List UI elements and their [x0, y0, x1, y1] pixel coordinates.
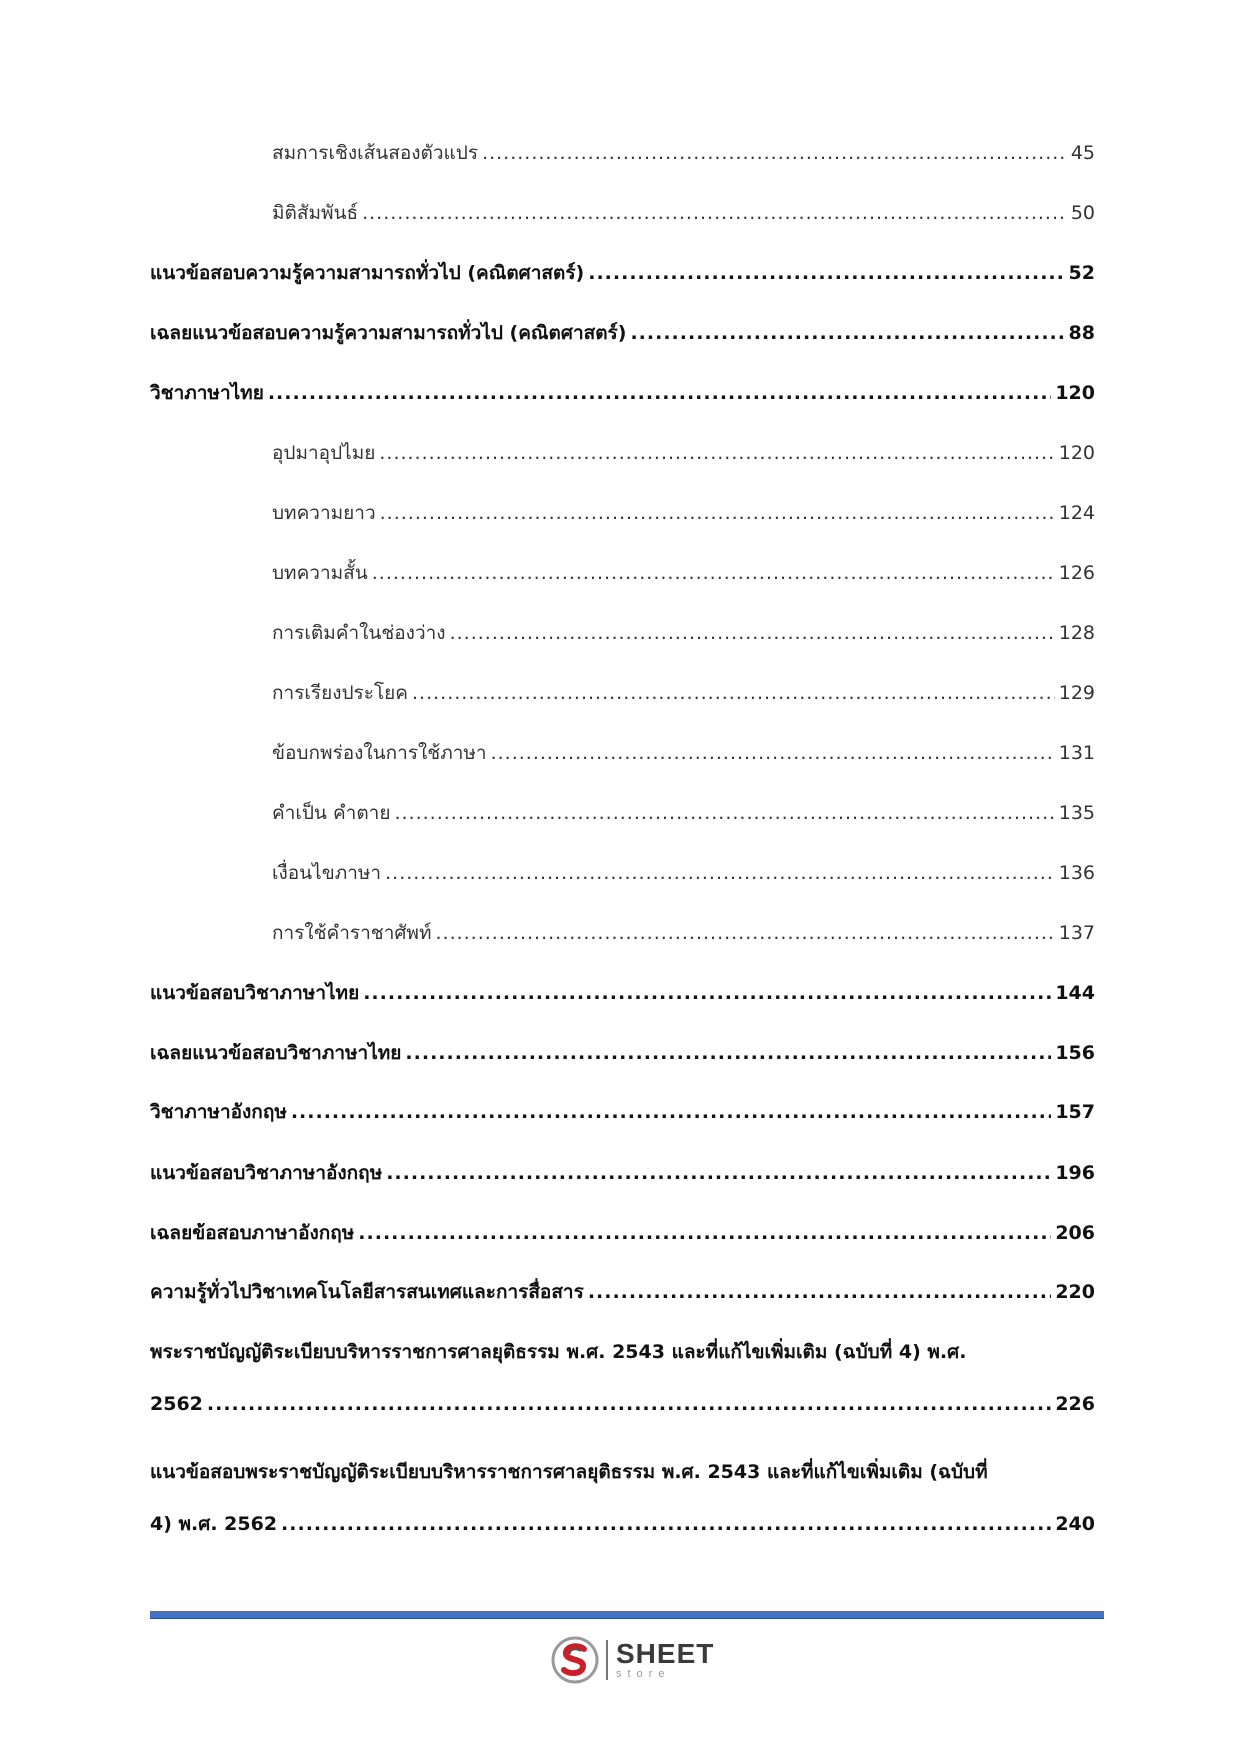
toc-leader-dots: [588, 258, 1064, 288]
footer-rule: [150, 1611, 1104, 1619]
toc-leader-dots: [362, 198, 1067, 228]
toc-entry-page: 120: [1055, 382, 1095, 404]
toc-entry-page: 136: [1058, 862, 1095, 884]
toc-entry-page: 156: [1055, 1042, 1095, 1064]
toc-entry[interactable]: [272, 798, 1095, 828]
toc-entry-title: เฉลยข้อสอบภาษาอังกฤษ: [150, 1222, 355, 1244]
toc-leader-dots: [491, 738, 1055, 768]
toc-entry-page: 52: [1068, 262, 1095, 284]
toc-entry[interactable]: [150, 1097, 1095, 1127]
toc-entry-page: 240: [1055, 1513, 1095, 1535]
toc-entry-page: 226: [1055, 1393, 1095, 1415]
sheet-store-logo: [550, 1632, 730, 1688]
toc-entry-page: 135: [1058, 802, 1095, 824]
toc-entry-page: 196: [1055, 1162, 1095, 1184]
toc-entry-title: แนวข้อสอบความรู้ความสามารถทั่วไป (คณิตศาสตร์): [150, 262, 585, 284]
toc-entry[interactable]: [150, 1218, 1095, 1248]
toc-leader-dots: [630, 318, 1064, 348]
toc-entry-page: 120: [1058, 442, 1095, 464]
toc-entry-title: การเรียงประโยค: [272, 682, 409, 704]
toc-entry-title: แนวข้อสอบวิชาภาษาอังกฤษ: [150, 1162, 383, 1184]
toc-entry-title: บทความยาว: [272, 502, 376, 524]
toc-leader-dots: [405, 1038, 1051, 1068]
toc-entry-title: การใช้คำราชาศัพท์: [272, 922, 432, 944]
toc-entry-title: วิชาภาษาอังกฤษ: [150, 1101, 287, 1123]
toc-entry-title: คำเป็น คำตาย: [272, 802, 391, 824]
toc-entry-page: 144: [1055, 982, 1095, 1004]
toc-entry[interactable]: [272, 918, 1095, 948]
toc-entry[interactable]: [150, 1337, 1095, 1419]
toc-leader-dots: [435, 918, 1054, 948]
toc-entry-page: 220: [1055, 1281, 1095, 1303]
toc-entry-title: ข้อบกพร่องในการใช้ภาษา: [272, 742, 487, 764]
toc-entry-title: เฉลยแนวข้อสอบวิชาภาษาไทย: [150, 1042, 402, 1064]
toc-leader-dots: [385, 858, 1055, 888]
toc-entry-title: แนวข้อสอบพระราชบัญญัติระเบียบบริหารราชการศาลยุติธรรม พ.ศ. 2543 และที่แก้ไขเพิ่มเติม (ฉบับที่: [150, 1461, 988, 1483]
toc-leader-dots: [380, 498, 1055, 528]
toc-entry[interactable]: [272, 738, 1095, 768]
toc-entry-title: สมการเชิงเส้นสองตัวแปร: [272, 142, 479, 164]
toc-leader-dots: [450, 618, 1055, 648]
toc-entry-title: เฉลยแนวข้อสอบความรู้ความสามารถทั่วไป (คณิตศาสตร์): [150, 322, 627, 344]
toc-leader-dots: [379, 438, 1054, 468]
logo-text: [616, 1640, 714, 1680]
toc-entry-title: วิชาภาษาไทย: [150, 382, 264, 404]
toc-entry-title-cont: 4) พ.ศ. 2562: [150, 1513, 278, 1535]
toc-entry-title: การเติมคำในช่องว่าง: [272, 622, 446, 644]
toc-entry-title: มิติสัมพันธ์: [272, 202, 359, 224]
s-logo-icon: [550, 1635, 600, 1685]
toc-entry-title: แนวข้อสอบวิชาภาษาไทย: [150, 982, 360, 1004]
toc-entry-title: ความรู้ทั่วไปวิชาเทคโนโลยีสารสนเทศและการสื่อสาร: [150, 1281, 584, 1303]
toc-entry-page: 50: [1070, 202, 1095, 224]
toc-entry[interactable]: [150, 318, 1095, 348]
toc-entry-page: 131: [1058, 742, 1095, 764]
toc-entry[interactable]: [150, 1277, 1095, 1307]
toc-leader-dots: [268, 378, 1051, 408]
toc-entry-page: 128: [1058, 622, 1095, 644]
toc-leader-dots: [358, 1218, 1051, 1248]
toc-leader-dots: [412, 678, 1055, 708]
toc-entry-title: บทความสั้น: [272, 562, 368, 584]
toc-entry-page: 124: [1058, 502, 1095, 524]
toc-entry[interactable]: [150, 1038, 1095, 1068]
toc-entry-title: เงื่อนไขภาษา: [272, 862, 382, 884]
toc-entry[interactable]: [272, 678, 1095, 708]
toc-entry-title: พระราชบัญญัติระเบียบบริหารราชการศาลยุติธรรม พ.ศ. 2543 และที่แก้ไขเพิ่มเติม (ฉบับที่ 4) พ.ศ.: [150, 1341, 967, 1363]
toc-entry-title: อุปมาอุปไมย: [272, 442, 376, 464]
toc-entry[interactable]: [150, 1158, 1095, 1188]
toc-entry[interactable]: [150, 978, 1095, 1008]
toc-leader-dots: [386, 1158, 1051, 1188]
toc-leader-dots: [281, 1509, 1051, 1539]
toc-leader-dots: [372, 558, 1055, 588]
toc-entry[interactable]: [150, 258, 1095, 288]
toc-entry-page: 126: [1058, 562, 1095, 584]
toc-entry[interactable]: [272, 138, 1095, 168]
toc-entry[interactable]: [150, 1457, 1095, 1539]
toc-entry-page: 157: [1055, 1101, 1095, 1123]
toc-entry-page: 45: [1070, 142, 1095, 164]
toc-entry-title-cont: 2562: [150, 1393, 203, 1415]
toc-entry-page: 137: [1058, 922, 1095, 944]
toc-entry[interactable]: [150, 378, 1095, 408]
toc-entry[interactable]: [272, 498, 1095, 528]
toc-entry[interactable]: [272, 198, 1095, 228]
toc-entry-page: 88: [1068, 322, 1095, 344]
toc-leader-dots: [291, 1097, 1051, 1127]
toc-leader-dots: [394, 798, 1054, 828]
toc-entry[interactable]: [272, 438, 1095, 468]
toc-entry-page: 206: [1055, 1222, 1095, 1244]
logo-word: SHEET: [616, 1638, 715, 1669]
toc-leader-dots: [207, 1389, 1051, 1419]
logo-subword: store: [616, 1668, 671, 1680]
toc-entry[interactable]: [272, 558, 1095, 588]
toc-leader-dots: [482, 138, 1067, 168]
toc-entry[interactable]: [272, 858, 1095, 888]
logo-separator: [606, 1640, 608, 1680]
toc-entry[interactable]: [272, 618, 1095, 648]
toc-leader-dots: [588, 1277, 1052, 1307]
toc-entry-page: 129: [1058, 682, 1095, 704]
toc-leader-dots: [363, 978, 1051, 1008]
